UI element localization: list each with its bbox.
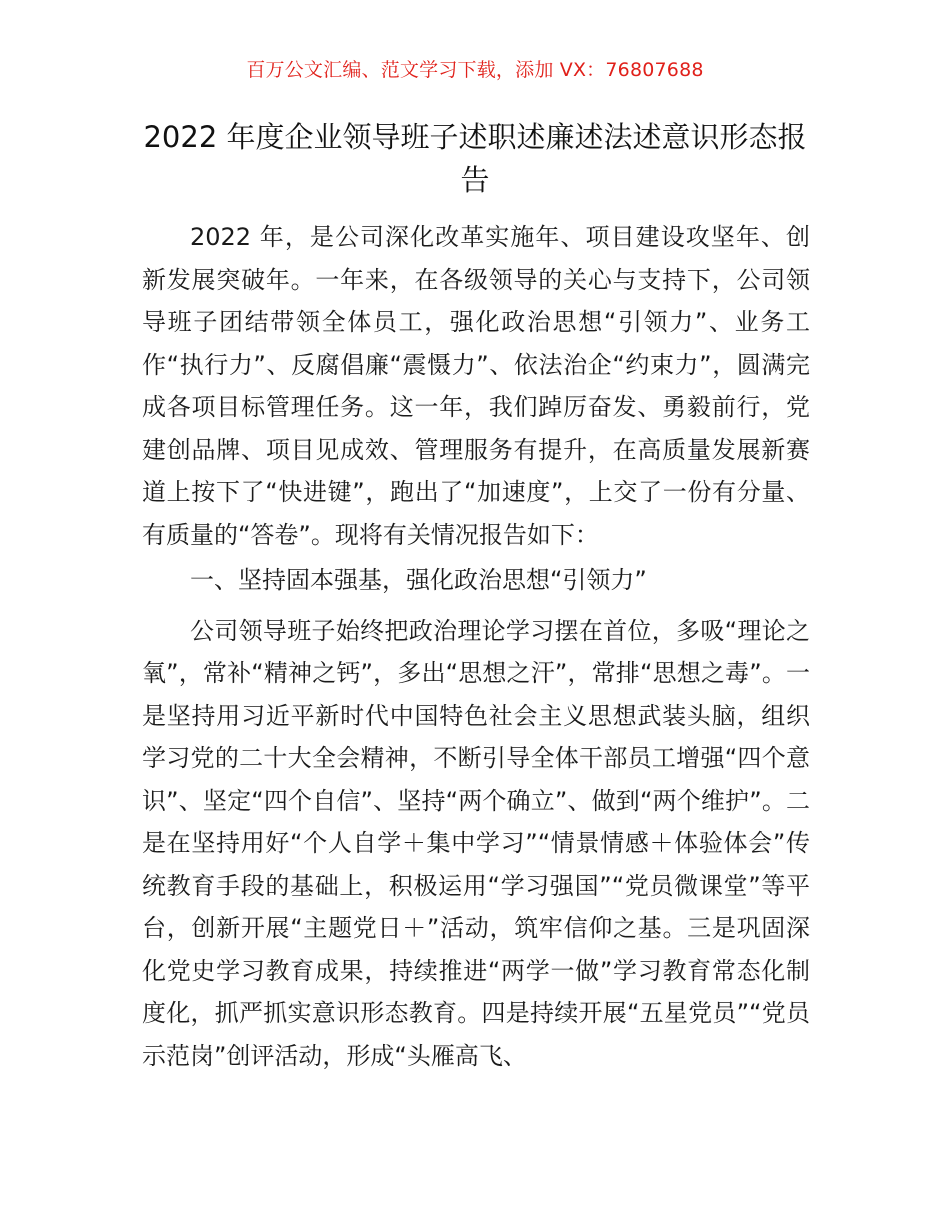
document-title: 2022 年度企业领导班子述职述廉述法述意识形态报告 bbox=[143, 120, 807, 197]
section-1-paragraph: 公司领导班子始终把政治理论学习摆在首位，多吸“理论之氧”，常补“精神之钙”，多出“思想之汗”，常排“思想之毒”。一是坚持用习近平新时代中国特色社会主义思想武装头脑，组织学习党的二十大全会精神，不断引导全体干部员工增强“四个意识”、坚定“四个自信”、坚持“两个确立”、做到“两个维护”。二是在坚持用好“个人自学＋集中学习”“情景情感＋体验体会”传统教育手段的基础上，积极运用“学习强国”“党员微课堂”等平台，创新开展“主题党日＋”活动，筑牢信仰之基。三是巩固深化党史学习教育成果，持续推进“两学一做”学习教育常态化制度化，抓严抓实意识形态教育。四是持续开展“五星党员”“党员示范岗”创评活动，形成“头雁高飞、 bbox=[142, 616, 810, 1070]
intro-paragraph: 2022 年，是公司深化改革实施年、项目建设攻坚年、创新发展突破年。一年来，在各级领导的关心与支持下，公司领导班子团结带领全体员工，强化政治思想“引领力”、业务工作“执行力”、反腐倡廉“震慑力”、依法治企“约束力”，圆满完成各项目标管理任务。这一年，我们踔厉奋发、勇毅前行，党建创品牌、项目见成效、管理服务有提升，在高质量发展新赛道上按下了“快进键”，跑出了“加速度”，上交了一份有分量、有质量的“答卷”。现将有关情况报告如下： bbox=[142, 223, 810, 549]
document-body bbox=[142, 216, 810, 1077]
header-banner: 百万公文汇编、范文学习下载，添加 VX：76807688 bbox=[246, 59, 704, 81]
section-heading-1: 一、坚持固本强基，强化政治思想“引领力” bbox=[190, 566, 647, 594]
